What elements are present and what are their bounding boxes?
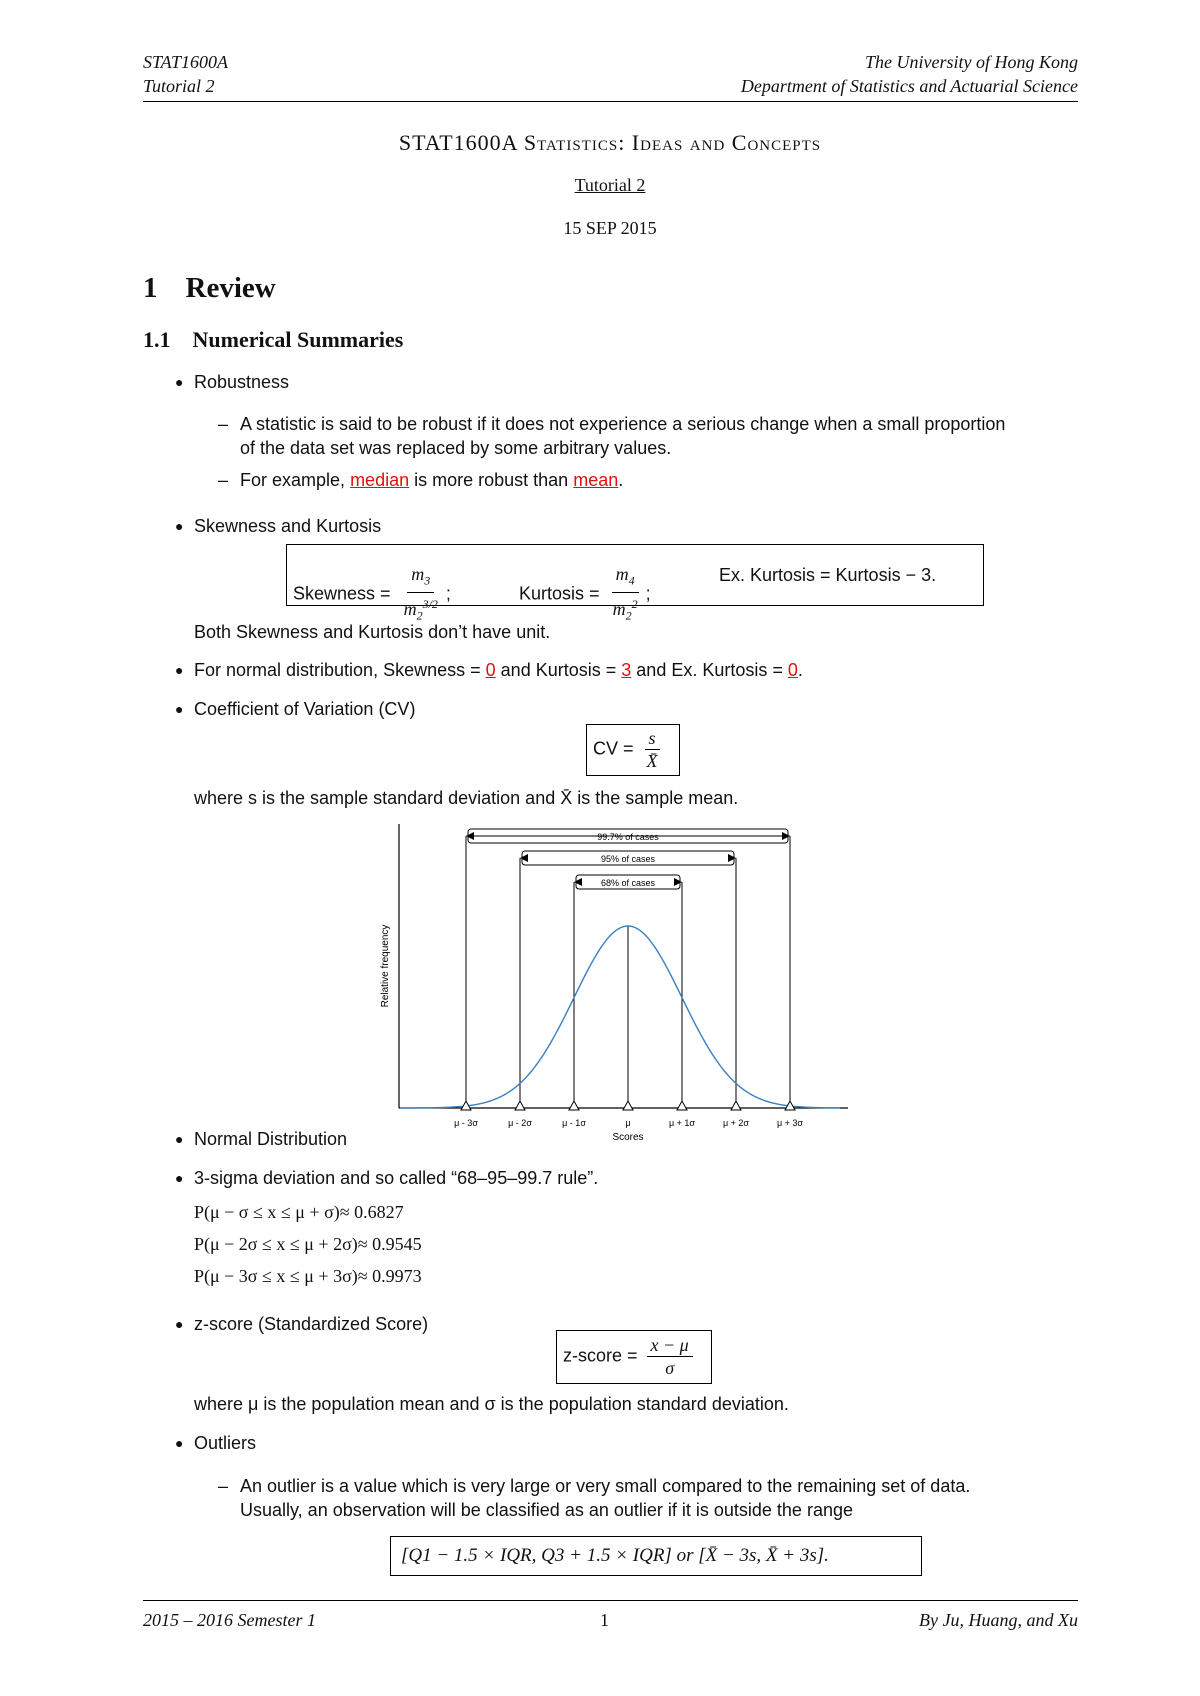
tick-label: μ - 3σ — [454, 1118, 478, 1128]
y-axis-label: Relative frequency — [380, 924, 391, 1008]
footer-authors: By Ju, Huang, and Xu — [919, 1610, 1078, 1630]
band-68 — [574, 875, 682, 889]
bullet-icon: ● — [175, 1435, 184, 1451]
tick-label: μ + 1σ — [668, 1118, 696, 1128]
skew-kurt-formula-box — [286, 544, 984, 623]
bullet-icon: ● — [175, 374, 184, 390]
header-rule — [143, 101, 1078, 102]
mean-term: mean — [573, 470, 619, 490]
kurt-value: 3 — [621, 660, 632, 680]
bullet-icon: ● — [175, 1316, 184, 1332]
exkurt-value: 0 — [787, 660, 798, 680]
cv-heading: Coefficient of Variation (CV) — [194, 699, 416, 719]
cv-formula: CV = $\frac{s}{X̄}$ — [593, 728, 658, 771]
subsection-heading: 1.1 Numerical Summaries — [143, 327, 404, 352]
header-department: Department of Statistics and Actuarial Science — [740, 76, 1078, 96]
x-axis-label: Scores — [612, 1132, 644, 1143]
outlier-range: [Q1 − 1.5 × IQR, Q3 + 1.5 × IQR] or [X̄ − 3s, X̄ + 3s]. — [401, 1545, 829, 1566]
robustness-heading: Robustness — [194, 372, 290, 392]
tick-label: μ - 2σ — [508, 1118, 532, 1128]
tick-label: μ — [625, 1118, 631, 1128]
tick-label: μ - 1σ — [562, 1118, 586, 1128]
bullet-icon: ● — [175, 1170, 184, 1186]
band-95-label: 95% of cases — [600, 854, 656, 864]
zscore-heading: z-score (Standardized Score) — [194, 1314, 429, 1334]
cv-where: where s is the sample standard deviation and X̄ is the sample mean. — [194, 788, 739, 808]
skew-value: 0 — [485, 660, 496, 680]
band-997-label: 99.7% of cases — [597, 832, 659, 842]
bullet-icon: ● — [175, 662, 184, 678]
prob-1sigma: P(μ − σ ≤ x ≤ μ + σ)≈ 0.6827 — [194, 1202, 404, 1222]
outliers-line2: Usually, an observation will be classified as an outlier if it is outside the range — [240, 1500, 853, 1520]
robustness-line2: of the data set was replaced by some arbitrary values. — [240, 438, 672, 458]
outliers-line1: An outlier is a value which is very large or very small compared to the remaining set of data. — [240, 1476, 971, 1496]
dash-icon: – — [218, 470, 229, 490]
prob-3sigma: P(μ − 3σ ≤ x ≤ μ + 3σ)≈ 0.9973 — [194, 1266, 422, 1286]
header-university: The University of Hong Kong — [865, 52, 1078, 72]
doc-subtitle: Tutorial 2 — [574, 175, 646, 195]
band-95 — [520, 851, 736, 865]
normal-distribution-figure — [380, 818, 860, 1148]
outliers-heading: Outliers — [194, 1433, 257, 1453]
median-term: median — [350, 470, 410, 490]
dash-icon: – — [218, 414, 229, 434]
footer-semester: 2015 – 2016 Semester 1 — [143, 1610, 316, 1630]
zscore-formula: z-score = $\frac{x - \mu}{\sigma}$ — [563, 1334, 697, 1379]
cv-formula-box — [586, 724, 680, 776]
tick-label: μ + 2σ — [722, 1118, 750, 1128]
bullet-icon: ● — [175, 701, 184, 717]
header-course: STAT1600A — [143, 52, 229, 72]
robustness-line1: A statistic is said to be robust if it does not experience a serious change when a small proportion — [240, 414, 1006, 434]
zscore-formula-box — [556, 1330, 712, 1384]
band-68-label: 68% of cases — [600, 878, 656, 888]
normal-values-line: For normal distribution, Skewness = 0 and Kurtosis = 3 and Ex. Kurtosis = 0. — [194, 660, 803, 680]
prob-2sigma: P(μ − 2σ ≤ x ≤ μ + 2σ)≈ 0.9545 — [194, 1234, 422, 1254]
zscore-where: where μ is the population mean and σ is the population standard deviation. — [194, 1394, 789, 1414]
ex-kurtosis-formula: Ex. Kurtosis = Kurtosis − 3. — [719, 565, 937, 585]
section-heading: 1 Review — [143, 272, 276, 304]
doc-title: STAT1600A Statistics: Ideas and Concepts — [398, 130, 822, 155]
sigma-rule-heading: 3-sigma deviation and so called “68–95–99.7 rule”. — [194, 1168, 599, 1188]
doc-date: 15 SEP 2015 — [563, 218, 657, 238]
skewness-formula: Skewness = $\frac{m_3}{m_2^{3/2}}$ ; — [293, 564, 451, 623]
kurtosis-formula: Kurtosis = $\frac{m_4}{m_2^2}$ ; — [519, 564, 651, 623]
dash-icon: – — [218, 1476, 229, 1496]
outlier-range-box — [390, 1536, 922, 1576]
bullet-icon: ● — [175, 518, 184, 534]
normal-dist-heading: Normal Distribution — [194, 1129, 348, 1149]
header-tutorial: Tutorial 2 — [143, 76, 215, 96]
bullet-icon: ● — [175, 1131, 184, 1147]
footer-rule — [143, 1600, 1078, 1601]
skew-note: Both Skewness and Kurtosis don’t have unit. — [194, 622, 551, 642]
skew-heading: Skewness and Kurtosis — [194, 516, 382, 536]
robustness-example: For example, median is more robust than mean. — [240, 470, 624, 490]
tick-markers — [461, 1101, 795, 1110]
page-number: 1 — [600, 1610, 609, 1630]
sigma-lines — [466, 836, 790, 1108]
tick-label: μ + 3σ — [776, 1118, 804, 1128]
band-997 — [466, 829, 790, 843]
